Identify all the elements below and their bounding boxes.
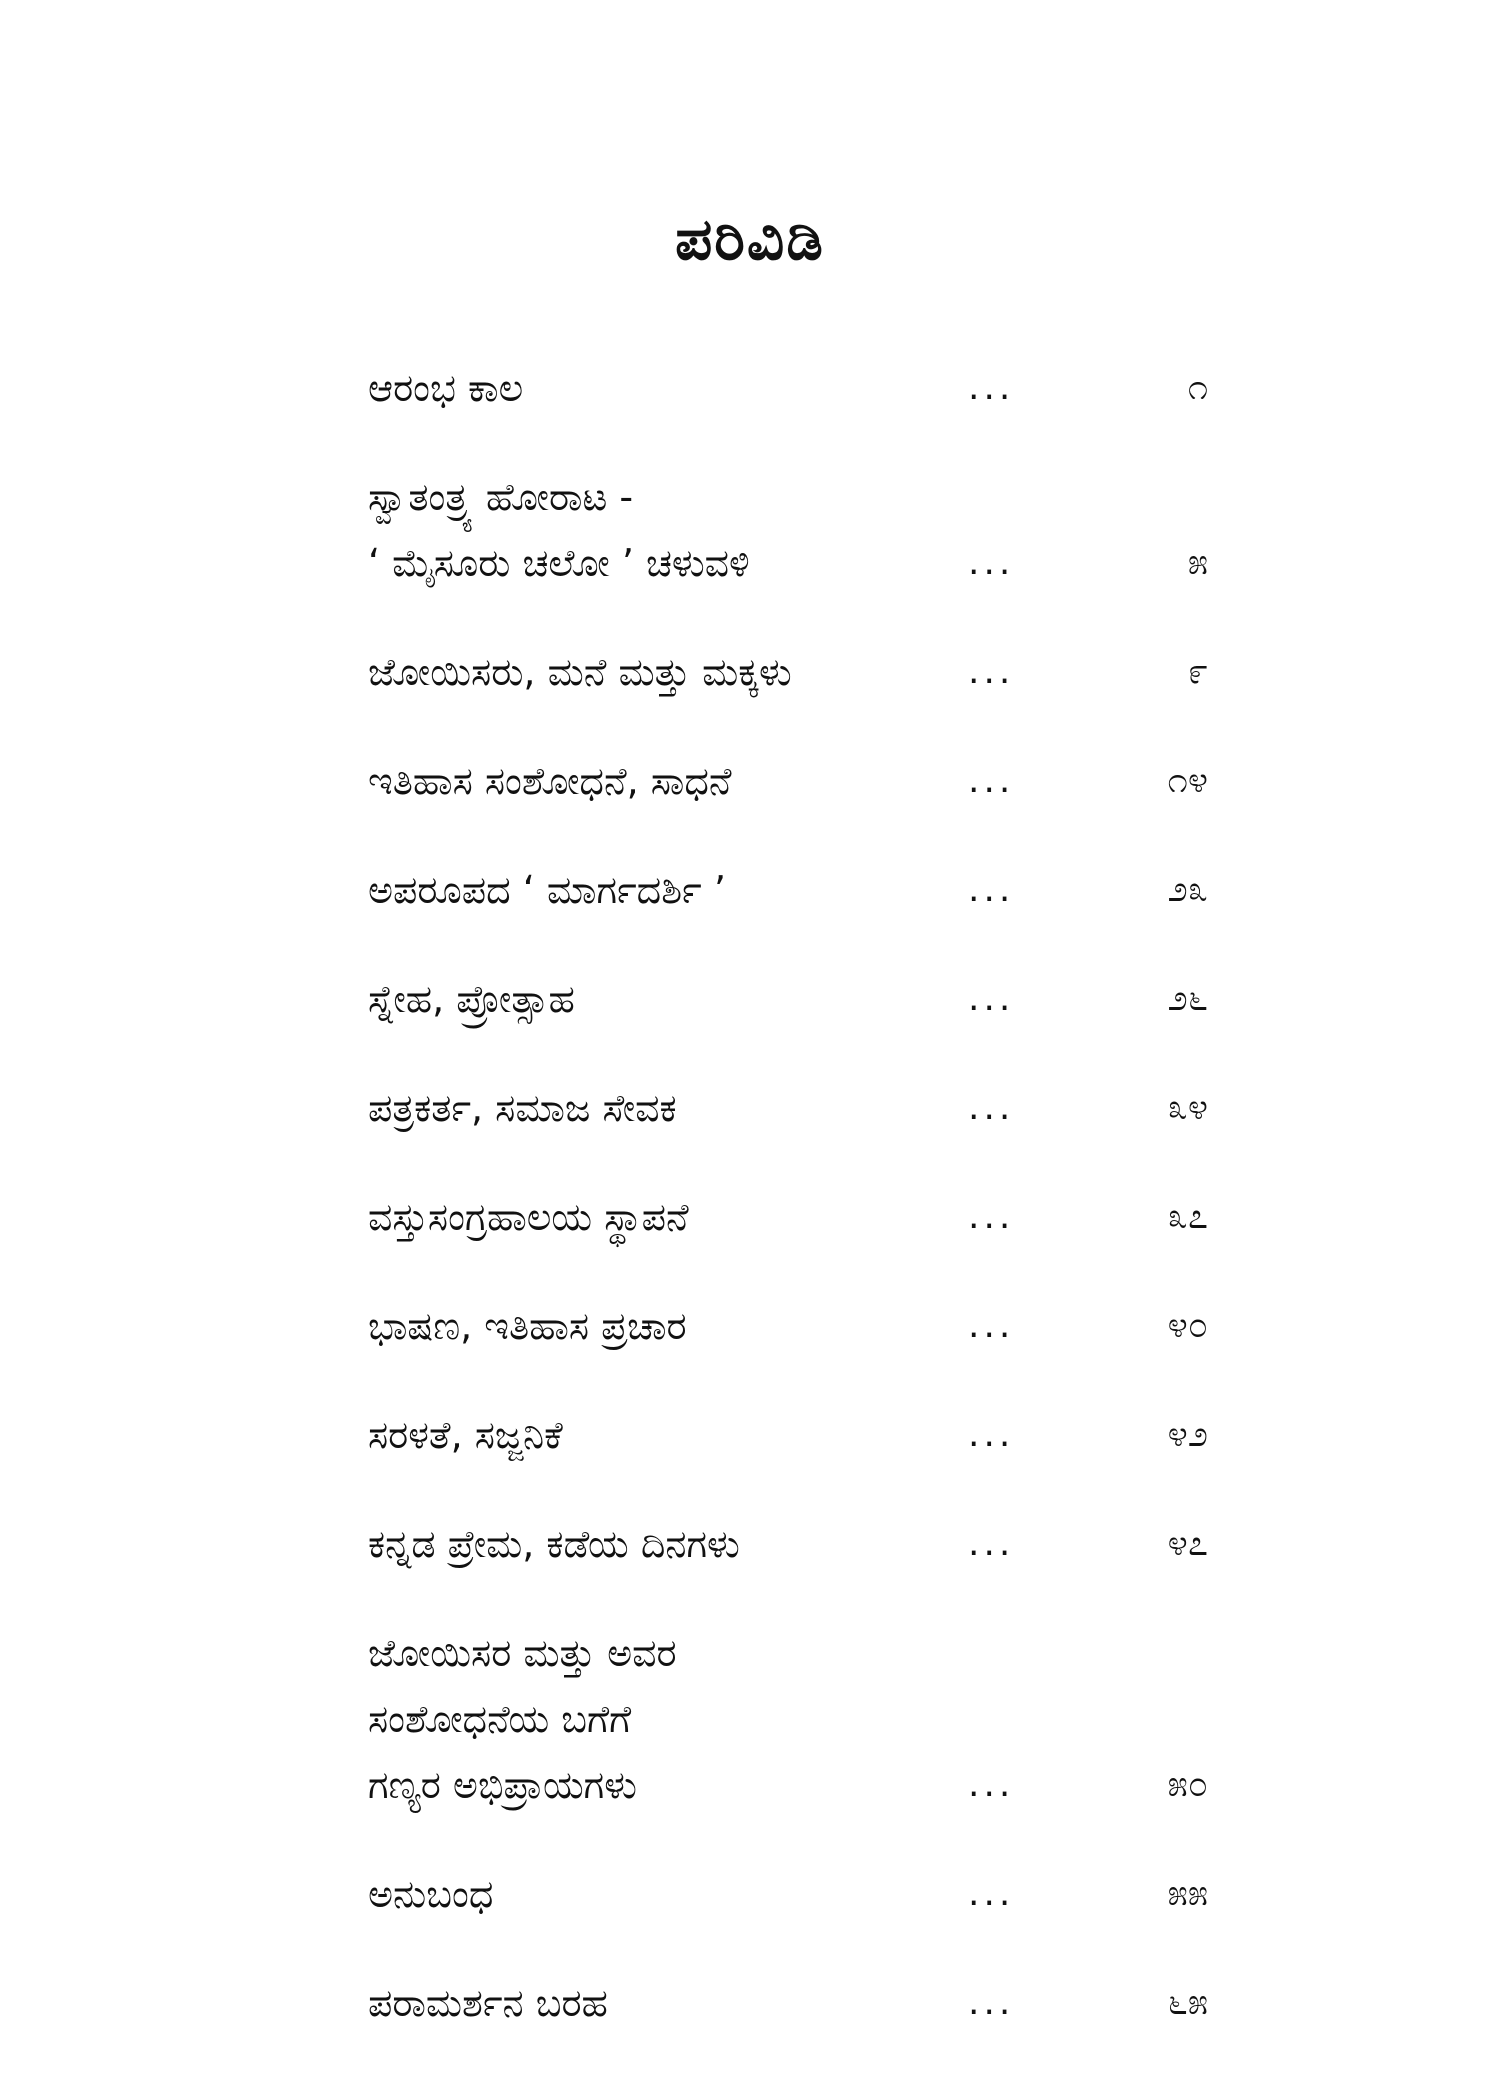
toc-entry-title-line: ಸಂಶೋಧನೆಯ ಬಗೆಗೆ [368,1697,632,1741]
toc-entry-title-line: ಪತ್ರಕರ್ತ, ಸಮಾಜ ಸೇವಕ [368,1086,677,1130]
toc-entry-title [368,966,968,1032]
toc-entry [368,1293,1208,1359]
toc-entry-title-line: ಜೋಯಿಸರ ಮತ್ತು ಅವರ [368,1631,677,1675]
toc-entry-title [368,464,968,596]
page-title: ಪರಿವಿಡಿ [675,205,825,273]
toc-entry-title [368,748,968,814]
toc-entry-leader-dots: ... [968,1196,1015,1237]
toc-entry-page-number: ೫೫ [1167,1873,1208,1914]
toc-entry-title [368,1861,968,1927]
toc-entry-title [368,639,968,705]
toc-entry-title-line: ಭಾಷಣ, ಇತಿಹಾಸ ಪ್ರಚಾರ [368,1304,687,1348]
toc-entry [368,1970,1208,2036]
toc-entry-page-number: ೩೭ [1167,1196,1208,1237]
toc-entry-page-number: ೩೪ [1167,1087,1208,1128]
toc-entry-title-line: ಅಪರೂಪದ ‘ ಮಾರ್ಗದರ್ಶಿ ’ [368,868,726,912]
toc-entry-title-line: ಆರಂಭ ಕಾಲ [368,366,524,410]
toc-entry [368,1402,1208,1468]
toc-entry-page-number: ೪೦ [1167,1305,1208,1346]
toc-entry-title-line: ಸ್ವಾತಂತ್ರ್ಯ ಹೋರಾಟ - [368,475,634,519]
toc-entry-leader-dots: ... [968,1873,1015,1914]
toc-entry-title [368,1970,968,2036]
toc-entry-leader-dots: ... [968,1087,1015,1128]
toc-entry [368,1184,1208,1250]
toc-entry-page-number: ೯ [1187,651,1208,692]
toc-entry [368,748,1208,814]
toc-entry-leader-dots: ... [968,367,1015,408]
toc-entry-page-number: ೫ [1187,542,1208,583]
toc-entry-leader-dots: ... [968,1523,1015,1564]
toc-entry-leader-dots: ... [968,869,1015,910]
toc-entry-page-number: ೫೦ [1167,1764,1208,1805]
toc-entry-leader-dots: ... [968,542,1015,583]
toc-entry-title-line: ಇತಿಹಾಸ ಸಂಶೋಧನೆ, ಸಾಧನೆ [368,759,732,803]
toc-entry-leader-dots: ... [968,1305,1015,1346]
toc-entry-leader-dots: ... [968,760,1015,801]
toc-entry-title [368,1184,968,1250]
toc-entry-leader-dots: ... [968,978,1015,1019]
toc-entry-leader-dots: ... [968,651,1015,692]
toc-entry-title-line: ಸ್ನೇಹ, ಪ್ರೋತ್ಸಾಹ [368,977,575,1021]
toc-entry-page-number: ೪೨ [1167,1414,1208,1455]
toc-entry-title-line: ಕನ್ನಡ ಪ್ರೇಮ, ಕಡೆಯ ದಿನಗಳು [368,1522,740,1566]
toc-entry-title-line: ಸರಳತೆ, ಸಜ್ಜನಿಕೆ [368,1413,563,1457]
toc-entry-title [368,1511,968,1577]
toc-entry-title-line: ‘ ಮೈಸೂರು ಚಲೋ ’ ಚಳುವಳಿ [368,541,750,585]
toc-entry-title-line: ಅನುಬಂಧ [368,1872,494,1916]
toc-entry [368,1511,1208,1577]
toc-entry [368,639,1208,705]
toc-entry-page-number: ೧೪ [1167,760,1208,801]
toc-entry [368,355,1208,421]
toc-entry-page-number: ೧ [1187,367,1208,408]
toc-entry [368,1620,1208,1818]
toc-entry [368,1861,1208,1927]
toc-entry-page-number: ೨೬ [1167,978,1208,1019]
toc-entry-title [368,1075,968,1141]
toc-entry-leader-dots: ... [968,1982,1015,2023]
toc-entry-page-number: ೪೭ [1167,1523,1208,1564]
toc-entry [368,1075,1208,1141]
toc-entry [368,464,1208,596]
toc-entry-title-line: ಗಣ್ಯರ ಅಭಿಪ್ರಾಯಗಳು [368,1763,637,1807]
toc-entry-title [368,857,968,923]
toc-entry-leader-dots: ... [968,1764,1015,1805]
toc-entry-page-number: ೬೫ [1167,1982,1208,2023]
toc-entry-title [368,1620,968,1818]
toc-entry-title-line: ವಸ್ತುಸಂಗ್ರಹಾಲಯ ಸ್ಥಾಪನೆ [368,1195,689,1239]
toc-entry [368,857,1208,923]
toc-entry-title [368,1402,968,1468]
toc-entry-leader-dots: ... [968,1414,1015,1455]
toc-entry-title [368,355,968,421]
toc-entry-title [368,1293,968,1359]
table-of-contents [368,355,1208,2079]
toc-entry [368,966,1208,1032]
toc-entry-page-number: ೨೩ [1167,869,1208,910]
toc-entry-title-line: ಜೋಯಿಸರು, ಮನೆ ಮತ್ತು ಮಕ್ಕಳು [368,650,792,694]
toc-entry-title-line: ಪರಾಮರ್ಶನ ಬರಹ [368,1981,608,2025]
